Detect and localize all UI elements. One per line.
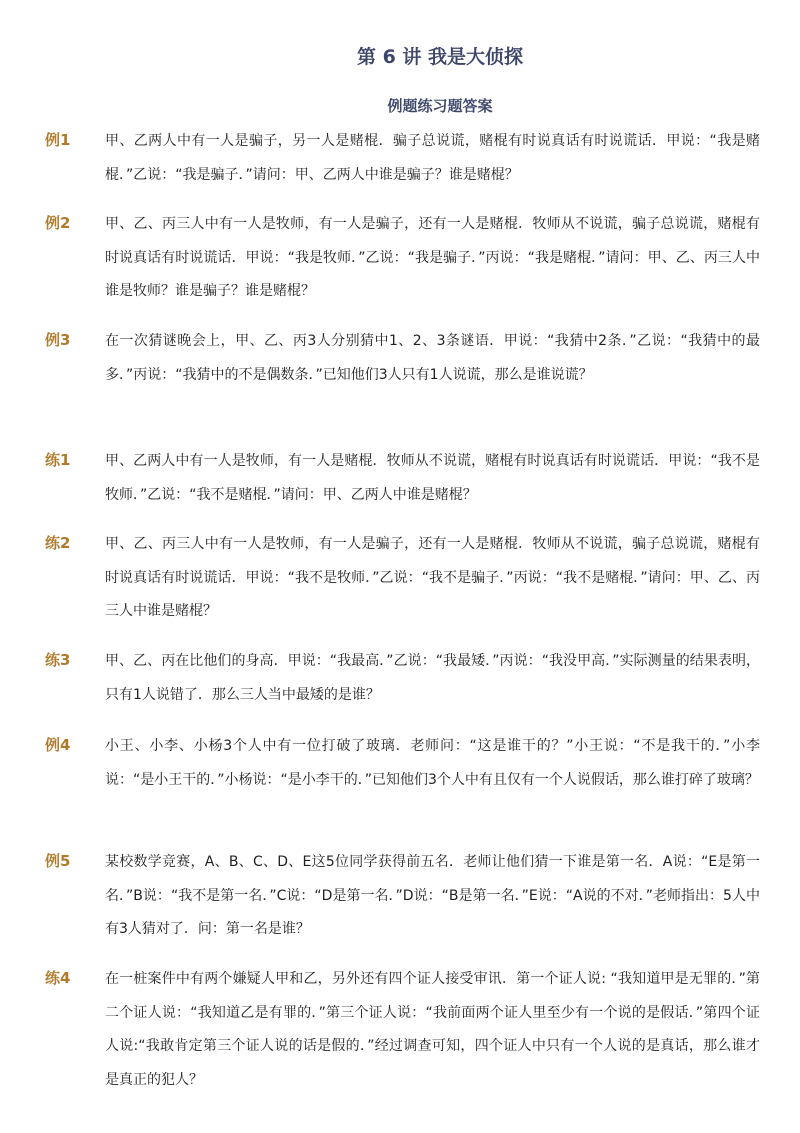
problem-label: 练2	[45, 534, 71, 552]
problem-label: 例5	[45, 852, 71, 870]
page-title: 第 6 讲 我是大侦探	[356, 46, 524, 68]
problem-text: 甲、乙、丙在比他们的身高．甲说：“我最高．”乙说：“我最矮．”丙说：“我没甲高．”实际测量的结果表明，只有1人说错了．那么三人当中最矮的是谁？	[105, 653, 760, 703]
problem-label: 例1	[45, 131, 71, 149]
problem-label: 练1	[45, 451, 71, 469]
problem-text: 甲、乙、丙三人中有一人是牧师，有一人是骗子，还有一人是赌棍．牧师从不说谎，骗子总说谎，赌棍有时说真话有时说谎话．甲说：“我不是牧师．”乙说：“我不是骗子．”丙说：“我不是赌棍．”请问：甲、乙、丙三人中谁是赌棍？	[105, 536, 760, 619]
problem-text: 甲、乙两人中有一人是骗子，另一人是赌棍．骗子总说谎，赌棍有时说真话有时说谎话．甲说：“我是赌棍．”乙说：“我是骗子．”请问：甲、乙两人中谁是骗子？谁是赌棍？	[105, 133, 760, 183]
problem-text: 在一桩案件中有两个嫌疑人甲和乙，另外还有四个证人接受审讯．第一个证人说: “我知道甲是无罪的．”第二个证人说：“我知道乙是有罪的．”第三个证人说：“我前面两个证人里至少有一个说的是假话．”第四个证人说:“我敢肯定第三个证人说的话是假的．”经过调查可知，四个证人中只有一个人说的是真话，那么谁才是真正的犯人？	[105, 971, 760, 1088]
problem-label: 例3	[45, 331, 71, 349]
problem-text: 甲、乙、丙三人中有一人是牧师，有一人是骗子，还有一人是赌棍．牧师从不说谎，骗子总说谎，赌棍有时说真话有时说谎话．甲说：“我是牧师．”乙说：“我是骗子．”丙说：“我是赌棍．”请问：甲、乙、丙三人中谁是牧师？谁是骗子？谁是赌棍？	[105, 216, 760, 299]
page-subtitle: 例题练习题答案	[387, 97, 493, 115]
problem-label: 例4	[45, 736, 71, 754]
problem-text: 在一次猜谜晚会上，甲、乙、丙3人分别猜中1、2、3条谜语．甲说：“我猜中2条．”乙说：“我猜中的最多．”丙说：“我猜中的不是偶数条．”已知他们3人只有1人说谎，那么是谁说谎？	[105, 333, 760, 383]
problem-text: 某校数学竞赛，A、B、C、D、E这5位同学获得前五名．老师让他们猜一下谁是第一名．A说：“E是第一名．”B说：“我不是第一名．”C说：“D是第一名．”D说：“B是第一名．”E说：“A说的不对．”老师指出：5人中有3人猜对了．问：第一名是谁？	[105, 854, 760, 937]
problem-text: 甲、乙两人中有一人是牧师，有一人是赌棍．牧师从不说谎，赌棍有时说真话有时说谎话．甲说：“我不是牧师．”乙说：“我不是赌棍．”请问：甲、乙两人中谁是赌棍？	[105, 453, 760, 503]
problem-label: 练4	[45, 969, 71, 987]
problem-label: 例2	[45, 214, 71, 232]
problem-text: 小王、小李、小杨3个人中有一位打破了玻璃．老师问：“这是谁干的？”小王说：“不是我干的．”小李说：“是小王干的．”小杨说：“是小李干的．”已知他们3个人中有且仅有一个人说假话，那么谁打碎了玻璃？	[105, 738, 760, 788]
problem-label: 练3	[45, 651, 71, 669]
